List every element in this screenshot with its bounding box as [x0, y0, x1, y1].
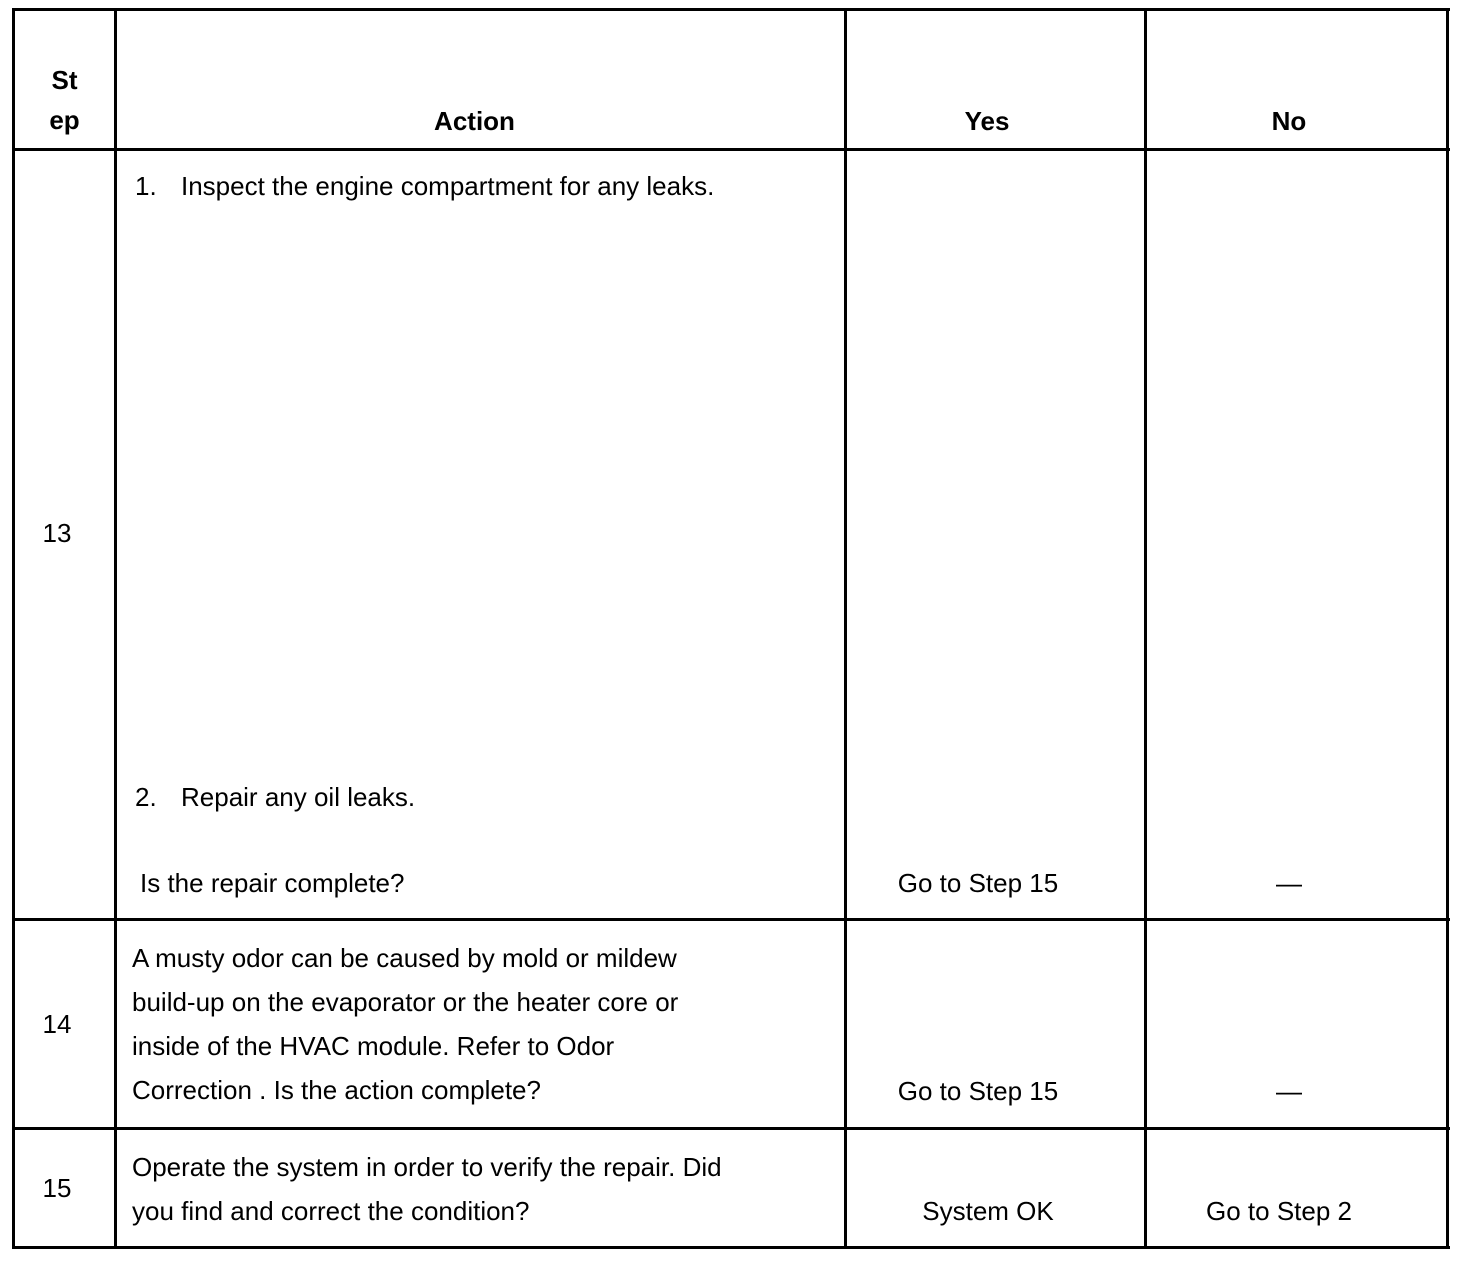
action-item-number: 2. [135, 782, 157, 812]
action-item-text: Inspect the engine compartment for any leaks. [181, 171, 715, 201]
no-result: Go to Step 2 [1206, 1196, 1352, 1226]
action-line: inside of the HVAC module. Refer to Odor [132, 1031, 615, 1061]
header-no: No [1271, 106, 1307, 136]
action-text [132, 936, 678, 1112]
step-number: 14 [42, 1009, 72, 1039]
action-line: A musty odor can be caused by mold or mildew [132, 943, 677, 973]
no-result: — [1276, 1076, 1302, 1106]
action-line: you find and correct the condition? [132, 1196, 530, 1226]
table-border-bottom [12, 1246, 1450, 1249]
table-border-left [12, 8, 15, 1249]
action-item-text: Repair any oil leaks. [181, 782, 416, 812]
header-step-line2: ep [49, 105, 80, 135]
row-divider [12, 1127, 1450, 1130]
header-step [15, 60, 114, 140]
header-divider [12, 148, 1450, 151]
column-divider [114, 8, 117, 1249]
yes-result: Go to Step 15 [897, 1076, 1059, 1106]
column-divider [1144, 8, 1147, 1249]
action-line: Correction . Is the action complete? [132, 1075, 541, 1105]
header-yes: Yes [964, 106, 1010, 136]
action-text [132, 1145, 722, 1233]
no-result: — [1276, 868, 1302, 898]
yes-result: System OK [922, 1196, 1054, 1226]
action-item-number: 1. [135, 171, 157, 201]
step-number: 15 [42, 1173, 72, 1203]
header-step-line1: St [51, 65, 78, 95]
action-item [135, 164, 714, 208]
step-number: 13 [42, 518, 72, 548]
column-divider [844, 8, 847, 1249]
yes-result: Go to Step 15 [897, 868, 1059, 898]
action-line: Operate the system in order to verify the repair. Did [132, 1152, 722, 1182]
table-border-top [12, 8, 1450, 11]
action-item [135, 775, 415, 819]
action-question: Is the repair complete? [140, 868, 405, 898]
header-action: Action [434, 106, 515, 136]
row-divider [12, 918, 1450, 921]
action-line: build-up on the evaporator or the heater core or [132, 987, 679, 1017]
table-border-right [1446, 8, 1449, 1249]
